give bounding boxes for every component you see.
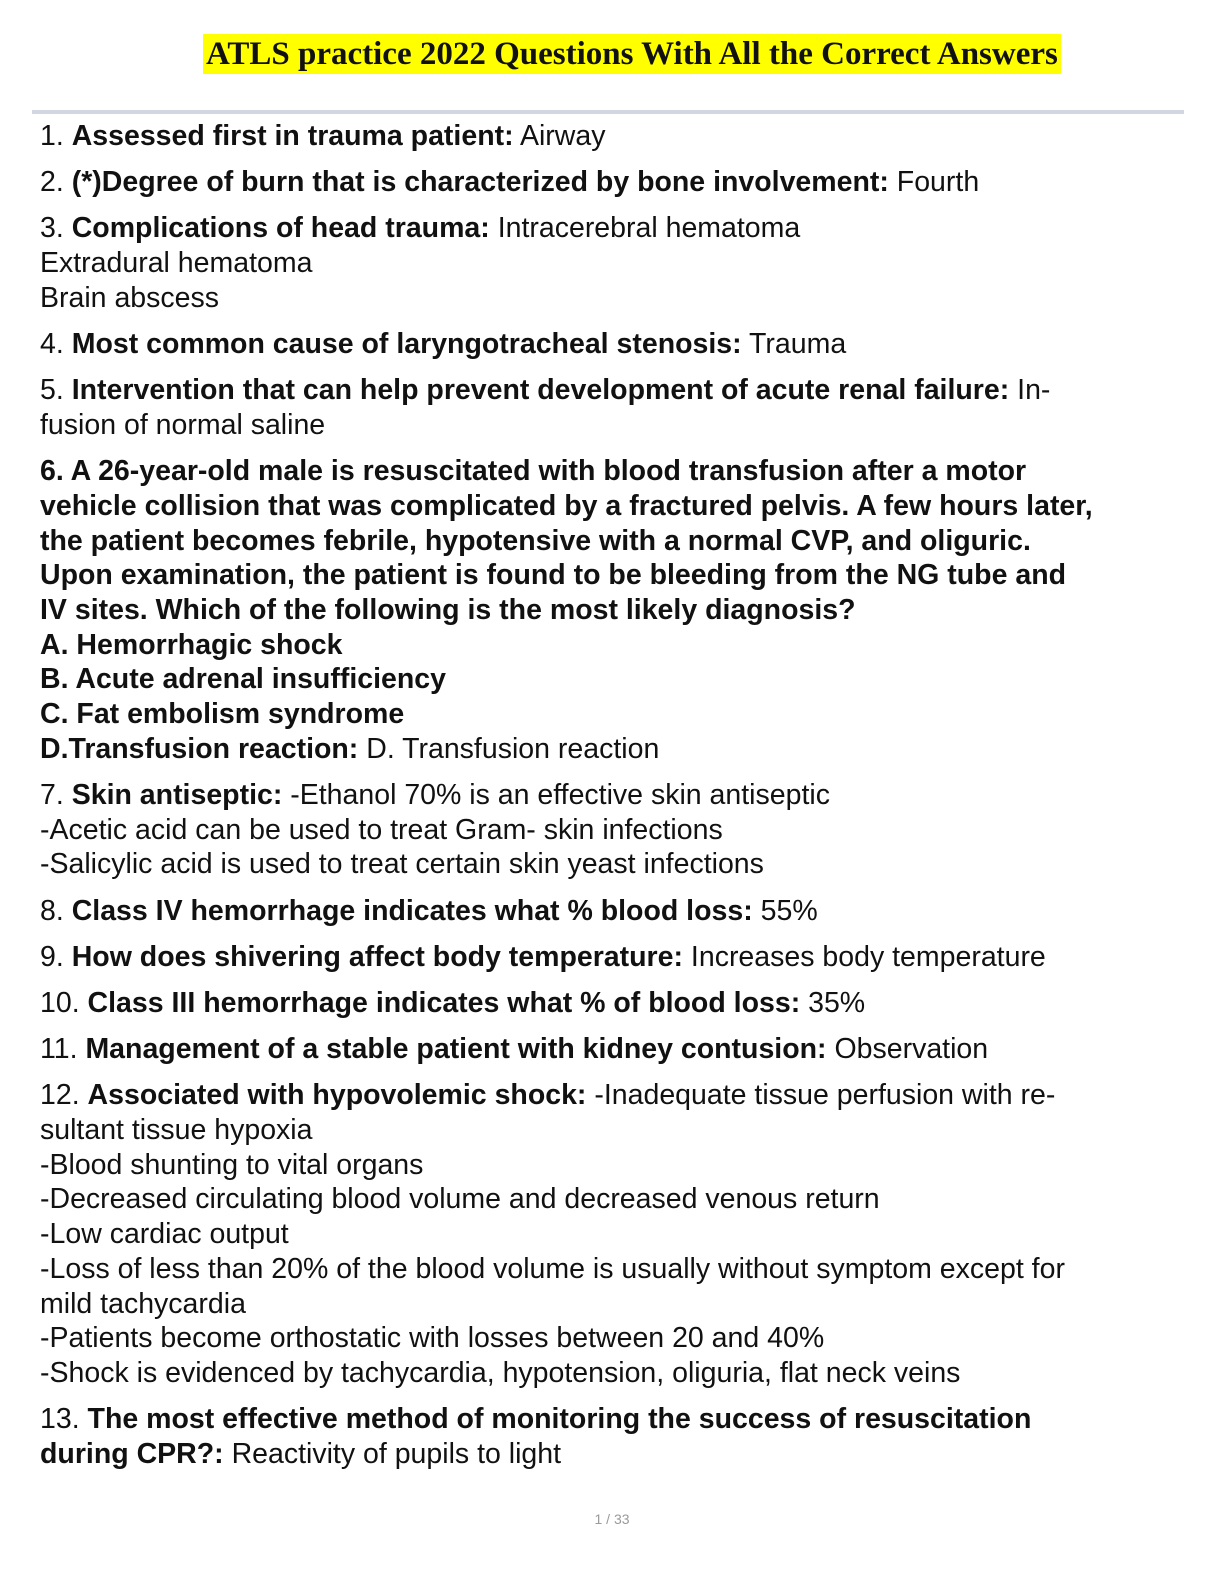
answer: Reactivity of pupils to light: [231, 1437, 562, 1470]
question: Assessed first in trauma patient:: [71, 120, 514, 152]
answer-line: -Low cardiac output: [40, 1218, 289, 1251]
item-number: 4.: [40, 328, 64, 361]
item-number: 12.: [40, 1079, 80, 1112]
qa-item-13: [40, 1402, 1190, 1471]
answer-line: -Decreased circulating blood volume and decreased venous return: [40, 1183, 880, 1216]
item-number: 10.: [40, 986, 80, 1019]
option-line: C. Fat embolism syndrome: [40, 698, 405, 731]
answer-line: Extradural hematoma: [40, 247, 313, 280]
answer: Airway: [519, 120, 606, 152]
qa-item-8: [40, 894, 1190, 929]
item-number: 9.: [40, 940, 64, 973]
item-number: 7.: [40, 778, 64, 811]
qa-item-1: [40, 119, 1190, 154]
answer: Trauma: [749, 328, 847, 361]
item-number: 3.: [40, 212, 64, 245]
answer: Intracerebral hematoma: [497, 212, 801, 245]
question: Most common cause of laryngotracheal stenosis:: [71, 328, 742, 361]
question: How does shivering affect body temperature:: [71, 940, 683, 973]
answer: Increases body temperature: [690, 940, 1046, 973]
question: Skin antiseptic:: [71, 778, 283, 811]
question-line: Upon examination, the patient is found to be bleeding from the NG tube and: [40, 559, 1067, 592]
qa-item-12: [40, 1078, 1190, 1390]
question: Management of a stable patient with kidney contusion:: [85, 1033, 827, 1066]
answer-line: -Patients become orthostatic with losses between 20 and 40%: [40, 1322, 825, 1355]
question-line: IV sites. Which of the following is the most likely diagnosis?: [40, 593, 856, 626]
answer-line: Brain abscess: [40, 281, 220, 314]
question-line: 6. A 26-year-old male is resuscitated with blood transfusion after a motor: [40, 455, 1027, 488]
option-line: B. Acute adrenal insufficiency: [40, 663, 446, 696]
answer: D. Transfusion reaction: [366, 732, 660, 765]
item-number: 8.: [40, 894, 64, 927]
answer: -Ethanol 70% is an effective skin antiseptic: [290, 778, 830, 811]
answer-line: -Acetic acid can be used to treat Gram- skin infections: [40, 813, 723, 846]
answer-line: mild tachycardia: [40, 1287, 246, 1320]
question-line: vehicle collision that was complicated by a fractured pelvis. A few hours later,: [40, 489, 1093, 522]
question: Complications of head trauma:: [71, 212, 490, 245]
option-line: A. Hemorrhagic shock: [40, 628, 343, 661]
question: Associated with hypovolemic shock:: [87, 1079, 587, 1112]
question: The most effective method of monitoring the success of resuscitation: [87, 1403, 1032, 1436]
answer: In-: [1017, 374, 1051, 407]
page-number: 1 / 33: [594, 1511, 630, 1527]
item-number: 2.: [40, 166, 64, 199]
question-line: the patient becomes febrile, hypotensive with a normal CVP, and oliguric.: [40, 524, 1031, 557]
title-wrap: [203, 34, 1061, 76]
qa-item-3: [40, 211, 1190, 315]
question: Class IV hemorrhage indicates what % blood loss:: [71, 894, 753, 927]
question: during CPR?:: [40, 1437, 224, 1470]
qa-item-6: [40, 454, 1190, 766]
question: Intervention that can help prevent development of acute renal failure:: [71, 374, 1010, 407]
item-number: 1.: [40, 120, 64, 152]
answer-line: -Shock is evidenced by tachycardia, hypotension, oliguria, flat neck veins: [40, 1357, 961, 1389]
qa-item-5: [40, 373, 1190, 442]
answer: Fourth: [896, 166, 980, 199]
qa-item-10: [40, 986, 1190, 1021]
qa-item-2: [40, 165, 1190, 200]
qa-list: [40, 119, 1190, 1483]
qa-item-9: [40, 940, 1190, 975]
answer: 35%: [808, 986, 866, 1019]
question: Class III hemorrhage indicates what % of blood loss:: [87, 986, 801, 1019]
answer: 55%: [760, 894, 818, 927]
item-number: 13.: [40, 1403, 80, 1436]
qa-item-7: [40, 778, 1190, 882]
item-number: 5.: [40, 374, 64, 407]
item-number: 11.: [40, 1033, 78, 1066]
answer-line: -Blood shunting to vital organs: [40, 1148, 424, 1181]
answer-line: sultant tissue hypoxia: [40, 1114, 313, 1147]
answer-line: fusion of normal saline: [40, 408, 326, 441]
document-title: ATLS practice 2022 Questions With All the Correct Answers: [203, 34, 1061, 74]
answer: -Inadequate tissue perfusion with re-: [594, 1079, 1056, 1112]
answer-line: -Loss of less than 20% of the blood volume is usually without symptom except for: [40, 1252, 1065, 1285]
answer: Observation: [834, 1033, 989, 1066]
qa-item-11: [40, 1032, 1190, 1067]
header-divider: [32, 110, 1184, 114]
question: (*)Degree of burn that is characterized by bone involvement:: [71, 166, 889, 199]
answer-line: -Salicylic acid is used to treat certain skin yeast infections: [40, 848, 764, 881]
question: D.Transfusion reaction:: [40, 732, 359, 765]
qa-item-4: [40, 327, 1190, 362]
